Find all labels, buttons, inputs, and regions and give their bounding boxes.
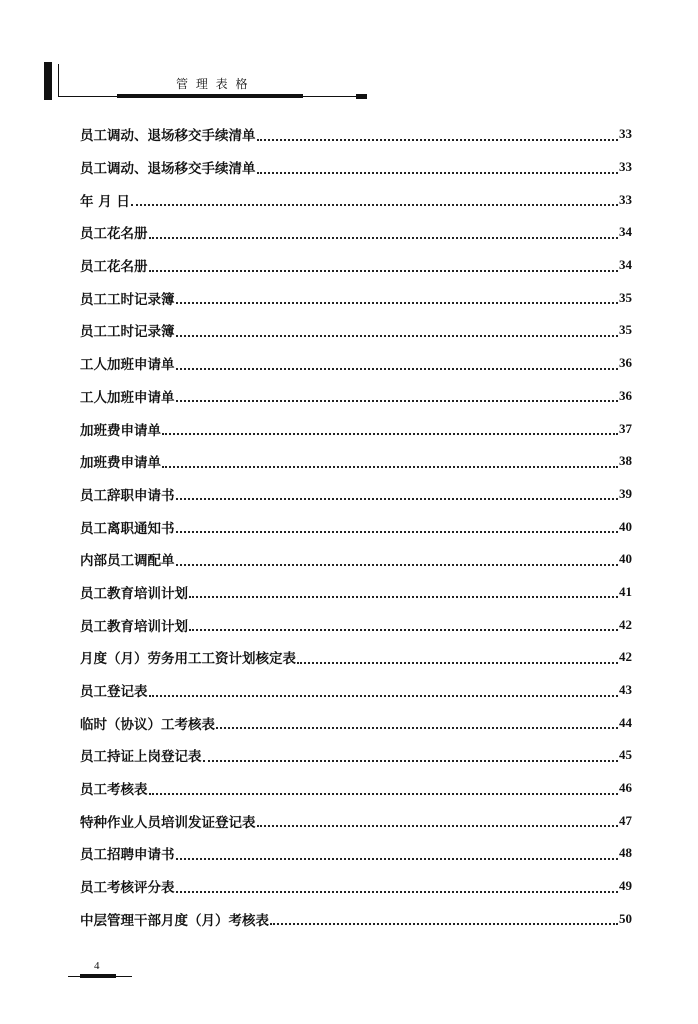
toc-entry-page: 42 — [619, 616, 632, 632]
header-thin-bar — [58, 64, 59, 97]
header-rule-end — [356, 94, 367, 99]
header-rule-bold — [117, 94, 303, 98]
toc-leader-dots — [176, 563, 619, 566]
toc-leader-dots — [189, 595, 618, 598]
footer-page-number: 4 — [94, 960, 100, 972]
toc-leader-dots — [176, 530, 619, 533]
toc-leader-dots — [203, 759, 619, 762]
toc-entry-title: 月度（月）劳务用工工资计划核定表 — [80, 651, 296, 668]
toc-entry-title: 员工教育培训计划 — [80, 585, 188, 602]
toc-entry-page: 36 — [619, 355, 632, 371]
toc-entry-title: 加班费申请单 — [80, 455, 161, 472]
toc-entry-title: 加班费申请单 — [80, 422, 161, 439]
toc-entry-title: 员工调动、退场移交手续清单 — [80, 161, 256, 178]
toc-entry[interactable] — [80, 576, 632, 609]
toc-entry-page: 33 — [619, 126, 632, 142]
toc-entry[interactable] — [80, 281, 632, 314]
toc-entry-page: 38 — [619, 453, 632, 469]
toc-leader-dots — [176, 334, 619, 337]
toc-entry-page: 34 — [619, 224, 632, 240]
toc-entry-page: 33 — [619, 159, 632, 175]
toc-entry-page: 35 — [619, 289, 632, 305]
toc-leader-dots — [257, 171, 619, 174]
toc-leader-dots — [257, 824, 619, 827]
header-title: 管 理 表 格 — [176, 77, 250, 91]
toc-leader-dots — [189, 628, 618, 631]
toc-entry[interactable] — [80, 543, 632, 576]
toc-leader-dots — [162, 432, 618, 435]
toc-entry-page: 45 — [619, 747, 632, 763]
toc-entry[interactable] — [80, 412, 632, 445]
toc-entry-title: 员工花名册 — [80, 259, 148, 276]
toc-entry-page: 49 — [619, 878, 632, 894]
toc-leader-dots — [149, 236, 619, 239]
toc-leader-dots — [270, 922, 618, 925]
toc-entry[interactable] — [80, 903, 632, 936]
toc-entry-title: 中层管理干部月度（月）考核表 — [80, 912, 269, 929]
toc-entry[interactable] — [80, 739, 632, 772]
toc-entry[interactable] — [80, 674, 632, 707]
toc-entry-page: 50 — [619, 910, 632, 926]
toc-leader-dots — [176, 399, 619, 402]
header-thick-bar — [44, 62, 52, 100]
toc-leader-dots — [131, 203, 618, 206]
toc-entry-title: 员工招聘申请书 — [80, 847, 175, 864]
toc-entry[interactable] — [80, 249, 632, 282]
toc-leader-dots — [149, 792, 619, 795]
toc-entry-title: 工人加班申请单 — [80, 389, 175, 406]
toc-entry[interactable] — [80, 772, 632, 805]
toc-entry-title: 员工离职通知书 — [80, 520, 175, 537]
toc-entry[interactable] — [80, 216, 632, 249]
toc-entry-page: 39 — [619, 485, 632, 501]
toc-entry[interactable] — [80, 608, 632, 641]
toc-entry[interactable] — [80, 510, 632, 543]
toc-entry-page: 41 — [619, 583, 632, 599]
toc-entry-title: 员工调动、退场移交手续清单 — [80, 128, 256, 145]
toc-entry-page: 35 — [619, 322, 632, 338]
toc-leader-dots — [149, 694, 619, 697]
toc-leader-dots — [149, 269, 619, 272]
toc-entry-title: 工人加班申请单 — [80, 357, 175, 374]
toc-leader-dots — [176, 497, 619, 500]
toc-entry[interactable] — [80, 380, 632, 413]
toc-entry[interactable] — [80, 837, 632, 870]
toc-entry-title: 员工辞职申请书 — [80, 487, 175, 504]
toc-entry[interactable] — [80, 151, 632, 184]
toc-entry[interactable] — [80, 445, 632, 478]
toc-leader-dots — [176, 367, 619, 370]
toc-entry-title: 特种作业人员培训发证登记表 — [80, 814, 256, 831]
toc-entry-page: 48 — [619, 845, 632, 861]
toc-entry-page: 42 — [619, 649, 632, 665]
toc-entry-page: 43 — [619, 682, 632, 698]
toc-leader-dots — [257, 138, 619, 141]
toc-entry[interactable] — [80, 870, 632, 903]
toc-entry-page: 44 — [619, 714, 632, 730]
toc-entry-page: 36 — [619, 387, 632, 403]
table-of-contents — [80, 118, 632, 935]
toc-entry-page: 37 — [619, 420, 632, 436]
toc-entry[interactable] — [80, 347, 632, 380]
toc-entry-title: 内部员工调配单 — [80, 553, 175, 570]
toc-entry-title: 员工工时记录簿 — [80, 291, 175, 308]
toc-leader-dots — [176, 890, 619, 893]
toc-leader-dots — [176, 857, 619, 860]
toc-entry-title: 员工登记表 — [80, 684, 148, 701]
footer-rule-bold — [80, 974, 116, 978]
toc-entry-title: 年 月 日 — [80, 193, 130, 210]
toc-entry-page: 47 — [619, 812, 632, 828]
toc-entry[interactable] — [80, 118, 632, 151]
toc-entry-title: 员工教育培训计划 — [80, 618, 188, 635]
toc-entry-title: 员工考核表 — [80, 782, 148, 799]
toc-entry-page: 40 — [619, 518, 632, 534]
toc-entry-page: 33 — [619, 191, 632, 207]
toc-leader-dots — [216, 726, 618, 729]
toc-entry-page: 46 — [619, 780, 632, 796]
toc-entry[interactable] — [80, 641, 632, 674]
toc-entry[interactable] — [80, 314, 632, 347]
toc-entry-title: 员工考核评分表 — [80, 880, 175, 897]
toc-entry[interactable] — [80, 478, 632, 511]
toc-leader-dots — [176, 301, 619, 304]
toc-leader-dots — [162, 465, 618, 468]
toc-entry[interactable] — [80, 183, 632, 216]
toc-entry-title: 员工工时记录簿 — [80, 324, 175, 341]
toc-entry[interactable] — [80, 804, 632, 837]
toc-leader-dots — [297, 661, 618, 664]
toc-entry-title: 员工持证上岗登记表 — [80, 749, 202, 766]
toc-entry-page: 40 — [619, 551, 632, 567]
toc-entry[interactable] — [80, 706, 632, 739]
toc-entry-page: 34 — [619, 257, 632, 273]
toc-entry-title: 临时（协议）工考核表 — [80, 716, 215, 733]
toc-entry-title: 员工花名册 — [80, 226, 148, 243]
